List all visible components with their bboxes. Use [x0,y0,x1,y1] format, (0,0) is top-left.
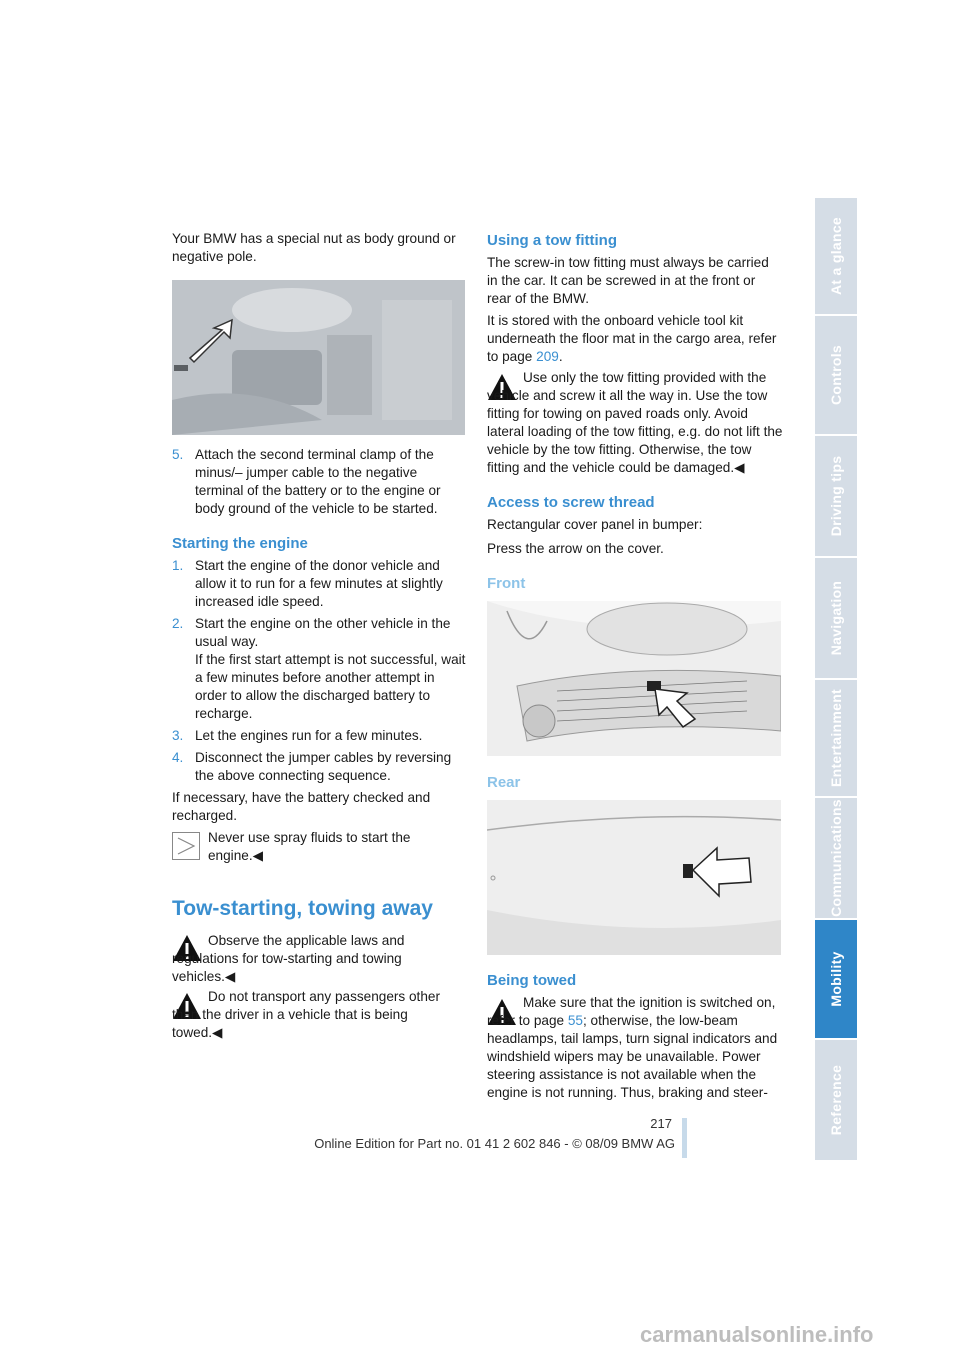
starting-engine-heading: Starting the engine [172,535,308,552]
rear-bumper-drawing [487,800,781,955]
tow-fitting-warning: Use only the tow fitting provided with the vehicle and screw it all the way in. Use the tow fitting for towing on paved roads only. Avoid lateral loading of the tow fitting, e.g. do not lift the vehicle by the tow fitting. Otherwise, the tow fitting and the vehicle could be damaged.◀ [487,370,783,475]
step-text: Attach the second terminal clamp of the minus/– jumper cable to the negative terminal of the battery or to the engine or body ground of the vehicle to be started. [195,447,441,516]
sidebar-tab-navigation[interactable]: Navigation [815,558,857,680]
tow-laws-warning: Observe the applicable laws and regulations for tow-starting and towing vehicles.◀ [172,933,405,984]
sidebar-tab-communications[interactable]: Communications [815,798,857,920]
battery-check-paragraph: If necessary, have the battery checked and recharged. [172,790,431,823]
being-towed-heading: Being towed [487,972,577,989]
sidebar-tab-reference[interactable]: Reference [815,1040,857,1162]
list-item: 2. Start the engine on the other vehicle in the usual way. If the first start attempt is not successful, wait a few minutes before another attempt in order to allow the discharged battery to recharge. [172,616,466,721]
intro-paragraph: Your BMW has a special nut as body ground or negative pole. [172,231,456,264]
sidebar-tab-entertainment[interactable]: Entertainment [815,680,857,798]
sidebar-tab-at-a-glance[interactable]: At a glance [815,198,857,316]
rear-subheading: Rear [487,774,521,791]
engine-bay-illustration [172,280,465,435]
list-item: 3. Let the engines run for a few minutes. [172,728,423,743]
tow-fitting-paragraph-1: The screw-in tow fitting must always be carried in the car. It can be screwed in at the front or rear of the BMW. [487,255,769,306]
list-item: 4. Disconnect the jumper cables by reversing the above connecting sequence. [172,750,452,783]
page-link-55[interactable]: 55 [567,1013,583,1028]
screw-thread-heading: Access to screw thread [487,494,655,511]
note-icon [172,832,200,860]
page-marker-bar [682,1118,687,1158]
edition-footer: Online Edition for Part no. 01 41 2 602 846 - © 08/09 BMW AG [314,1136,675,1151]
starting-steps-list [172,557,468,789]
sidebar-tab-driving-tips[interactable]: Driving tips [815,436,857,558]
step-number: 5. [172,447,184,462]
front-bumper-illustration [487,601,781,756]
rear-bumper-illustration [487,800,781,955]
sidebar-tab-controls[interactable]: Controls [815,316,857,436]
battery-ground-photo [172,280,465,435]
watermark: carmanualsonline.info [640,1322,874,1347]
cover-panel-text: Rectangular cover panel in bumper: [487,517,703,532]
tow-fitting-paragraph-2: It is stored with the onboard vehicle tool kit underneath the floor mat in the cargo area, refer to page 209. [487,313,777,364]
tow-fitting-heading: Using a tow fitting [487,232,617,249]
press-arrow-text: Press the arrow on the cover. [487,541,664,556]
spray-fluid-note: Never use spray fluids to start the engine.◀ [208,830,411,863]
passengers-warning: Do not transport any passengers other than the driver in a vehicle that is being towed.◀ [172,989,440,1040]
page-link-209[interactable]: 209 [536,349,559,364]
page-number: 217 [650,1116,672,1131]
step-5 [172,446,468,522]
sidebar-tab-mobility[interactable]: Mobility [815,920,857,1040]
front-subheading: Front [487,575,526,592]
list-item: 1. Start the engine of the donor vehicle and allow it to run for a few minutes at slightly increased idle speed. [172,558,443,609]
tow-starting-heading: Tow-starting, towing away [172,897,433,920]
front-bumper-drawing [487,601,781,756]
being-towed-warning: Make sure that the ignition is switched on, refer to page 55; otherwise, the low-beam headlamps, tail lamps, turn signal indicators and windshield wipers may be unavailable. Power steering assistance is not available when the engine is not running. Thus, braking and steer- [487,995,778,1100]
